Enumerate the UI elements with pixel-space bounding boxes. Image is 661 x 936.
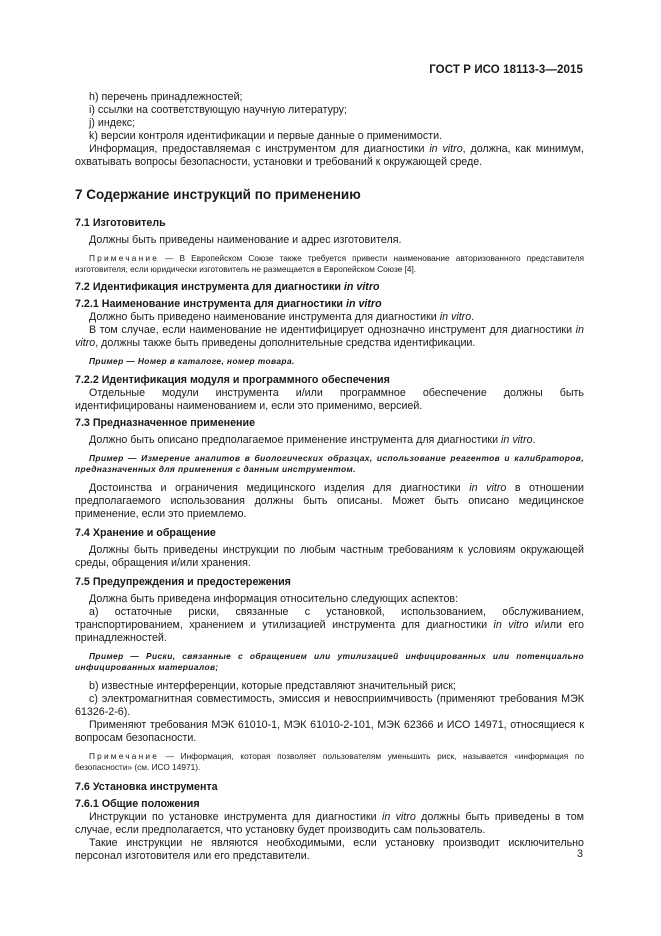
paragraph: Такие инструкции не являются необходимыми, если установку производит исключительно персонал изготовителя или его представители. <box>75 836 584 862</box>
section-heading: 7 Содержание инструкций по применению <box>75 187 361 202</box>
list-item: j) индекс; <box>89 117 136 129</box>
subsection-heading: 7.6 Установка инструмента <box>75 780 218 793</box>
list-item: a) остаточные риски, связанные с установкой, использованием, обслуживанием, транспортированием, хранением и утилизацией инструмента для диагностики in vitro и/или его принадлежностей. <box>75 605 584 644</box>
subsection-heading: 7.6.1 Общие положения <box>75 797 200 810</box>
subsection-heading: 7.2.1 Наименование инструмента для диагностики in vitro <box>75 298 382 310</box>
document-code: ГОСТ Р ИСО 18113-3—2015 <box>429 64 583 76</box>
paragraph: В том случае, если наименование не идентифицирует однозначно инструмент для диагностики in vitro, должны также быть приведены дополнительные средства идентификации. <box>75 324 584 349</box>
subsection-heading: 7.2 Идентификация инструмента для диагностики in vitro <box>75 281 380 293</box>
page-content <box>75 91 584 863</box>
list-item: c) электромагнитная совместимость, эмиссия и невосприимчивость (применяют требования МЭК 61326-2-6). <box>75 692 584 718</box>
example: Пример — Измерение аналитов в биологических образцах, использование реагентов и калибраторов, предназначенных для применения с данным инструментом. <box>75 452 584 474</box>
example: Пример — Номер в каталоге, номер товара. <box>89 356 295 366</box>
paragraph: Должны быть приведены наименование и адрес изготовителя. <box>89 234 402 246</box>
example: Пример — Риски, связанные с обращением или утилизацией инфицированных или потенциально инфицированных материалов; <box>75 650 584 672</box>
subsection-heading: 7.3 Предназначенное применение <box>75 416 256 429</box>
paragraph: Достоинства и ограничения медицинского изделия для диагностики in vitro в отношении предполагаемого использования должны быть описаны. Может быть описано медицинское применение, если это приемлемо. <box>75 481 584 520</box>
page-number: 3 <box>577 848 583 860</box>
note: Примечание — В Европейском Союзе также требуется привести наименование авторизованного представителя изготовителя, если юридически изготовитель не размещается в Европейском Союзе [4]. <box>75 253 584 274</box>
note: Примечание — Информация, которая позволяет пользователям уменьшить риск, называется «информация по безопасности» (см. ИСО 14971). <box>75 750 584 772</box>
subsection-heading: 7.1 Изготовитель <box>75 217 166 229</box>
paragraph: Отдельные модули инструмента и/или программное обеспечение должны быть идентифицированы наименованием и, если это применимо, версией. <box>75 386 584 412</box>
paragraph: Должно быть описано предполагаемое применение инструмента для диагностики in vitro. <box>89 433 536 446</box>
list-item: i) ссылки на соответствующую научную литературу; <box>89 104 347 116</box>
list-item: h) перечень принадлежностей; <box>89 91 243 103</box>
subsection-heading: 7.2.2 Идентификация модуля и программного обеспечения <box>75 373 390 386</box>
paragraph: Должно быть приведено наименование инструмента для диагностики in vitro. <box>89 311 475 323</box>
subsection-heading: 7.4 Хранение и обращение <box>75 526 216 539</box>
list-item: b) известные интерференции, которые представляют значительный риск; <box>89 679 456 692</box>
paragraph: Применяют требования МЭК 61010-1, МЭК 61010-2-101, МЭК 62366 и ИСО 14971, относящиеся к вопросам безопасности. <box>75 718 584 744</box>
subsection-heading: 7.5 Предупреждения и предостережения <box>75 575 291 588</box>
list-item: k) версии контроля идентификации и первые данные о применимости. <box>89 130 443 142</box>
paragraph: Должны быть приведены инструкции по любым частным требованиям к условиям окружающей среды, обращения и/или хранения. <box>75 543 584 569</box>
paragraph: Инструкции по установке инструмента для диагностики in vitro должны быть приведены в том случае, если предполагается, что установку будет производить сам пользователь. <box>75 810 584 836</box>
paragraph: Должна быть приведена информация относительно следующих аспектов: <box>89 592 459 605</box>
paragraph: Информация, предоставляемая с инструментом для диагностики in vitro, должна, как минимум, охватывать вопросы безопасности, установки и требований к окружающей среде. <box>75 143 584 168</box>
